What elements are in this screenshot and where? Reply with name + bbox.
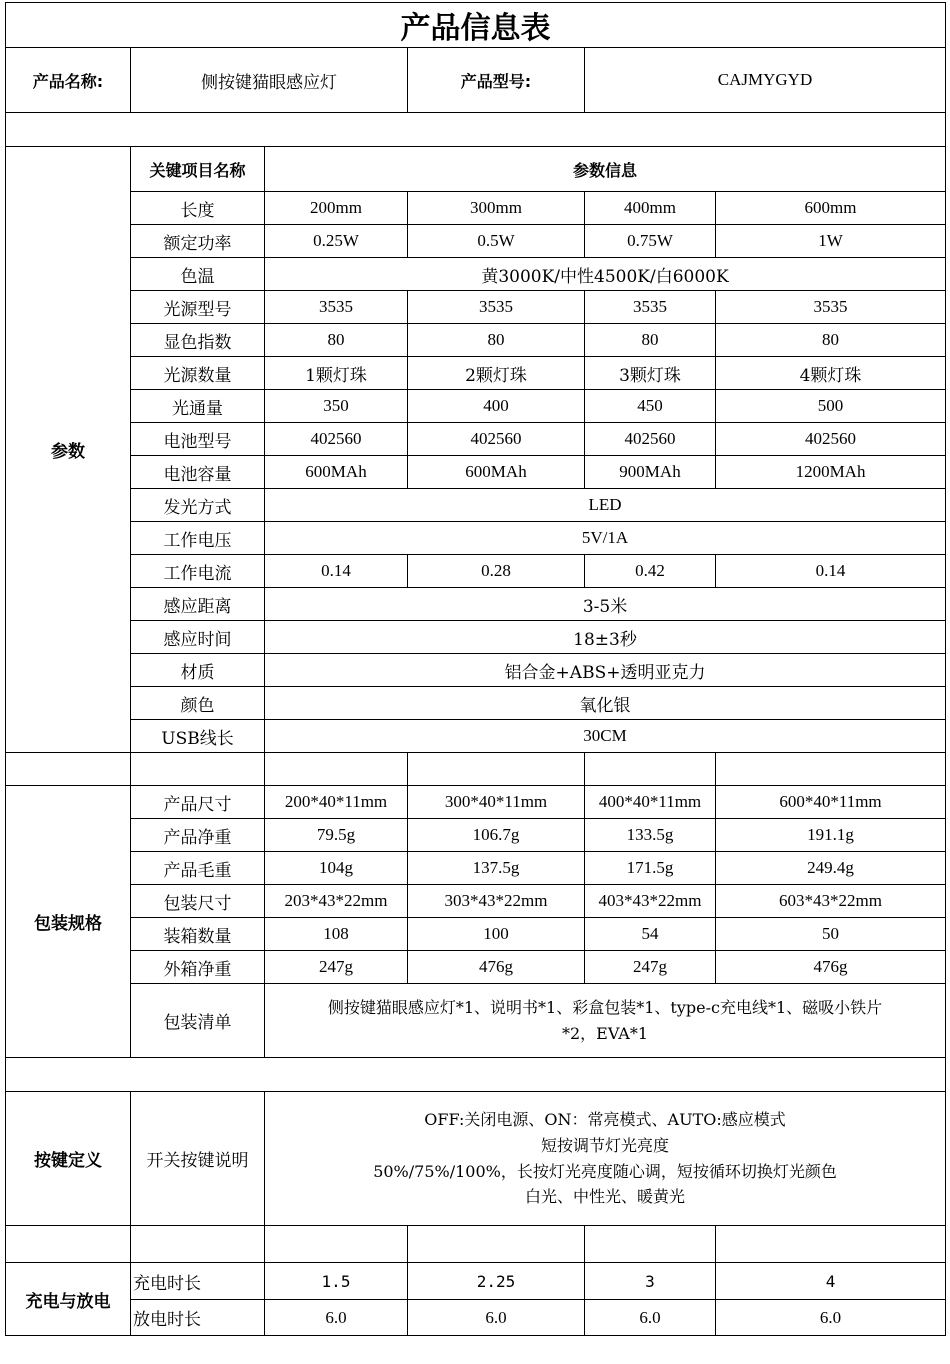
cell: 600*40*11mm (716, 786, 946, 819)
row-label: 外箱净重 (131, 951, 265, 984)
table-row (6, 819, 946, 852)
cell: 200*40*11mm (265, 786, 408, 819)
cell: 0.14 (716, 555, 946, 588)
cell: 476g (408, 951, 585, 984)
cell: 氧化银 (265, 687, 946, 720)
table-title: 产品信息表 (6, 3, 946, 48)
row-label: 电池容量 (131, 456, 265, 489)
table-row (6, 555, 946, 588)
cell: 0.42 (585, 555, 716, 588)
spacer-row (6, 1058, 946, 1092)
button-line: 50%/75%/100%，长按灯光亮度随心调，短按循环切换灯光颜色 (373, 1161, 837, 1181)
cell: 3535 (716, 291, 946, 324)
cell: 1200MAh (716, 456, 946, 489)
cell: 3535 (408, 291, 585, 324)
table-row (6, 951, 946, 984)
table-row (6, 456, 946, 489)
cell: 1.5 (265, 1263, 408, 1300)
table-row (6, 1300, 946, 1336)
cell: 402560 (408, 423, 585, 456)
cell: 600MAh (408, 456, 585, 489)
section-params: 参数 (6, 147, 131, 753)
cell: 80 (265, 324, 408, 357)
cell: 3535 (585, 291, 716, 324)
table-row (6, 192, 946, 225)
cell: 191.1g (716, 819, 946, 852)
cell: 249.4g (716, 852, 946, 885)
cell: 100 (408, 918, 585, 951)
product-info-table (5, 2, 946, 1336)
cell: 3 (585, 1263, 716, 1300)
cell: 6.0 (716, 1300, 946, 1336)
table-row (6, 423, 946, 456)
row-label: 放电时长 (131, 1300, 265, 1336)
row-label: 光通量 (131, 390, 265, 423)
packing-list-line: 侧按键猫眼感应灯*1、说明书*1、彩盒包装*1、type-c充电线*1、磁吸小铁片 (327, 997, 883, 1017)
cell: 80 (716, 324, 946, 357)
table-row (6, 984, 946, 1058)
row-label: 感应时间 (131, 621, 265, 654)
row-label: 感应距离 (131, 588, 265, 621)
row-label: 颜色 (131, 687, 265, 720)
table-row (6, 885, 946, 918)
table-row (6, 489, 946, 522)
table-row (6, 258, 946, 291)
cell: 247g (585, 951, 716, 984)
cell: 0.5W (408, 225, 585, 258)
cell: 200mm (265, 192, 408, 225)
cell: 104g (265, 852, 408, 885)
cell: 500 (716, 390, 946, 423)
cell: 0.14 (265, 555, 408, 588)
spacer-row (6, 113, 946, 147)
section-buttons: 按键定义 (6, 1092, 131, 1226)
cell: 黄3000K/中性4500K/白6000K (265, 258, 946, 291)
cell: 54 (585, 918, 716, 951)
cell: 3-5米 (265, 588, 946, 621)
row-label: 工作电压 (131, 522, 265, 555)
cell: 4 (716, 1263, 946, 1300)
cell: 203*43*22mm (265, 885, 408, 918)
row-label: 长度 (131, 192, 265, 225)
cell: 600MAh (265, 456, 408, 489)
cell: 106.7g (408, 819, 585, 852)
cell: 402560 (265, 423, 408, 456)
cell: 603*43*22mm (716, 885, 946, 918)
button-line: 白光、中性光、暖黄光 (525, 1187, 686, 1207)
cell: 1W (716, 225, 946, 258)
cell: 50 (716, 918, 946, 951)
row-label: 产品净重 (131, 819, 265, 852)
row-label: 电池型号 (131, 423, 265, 456)
cell: 400mm (585, 192, 716, 225)
cell: 1颗灯珠 (265, 357, 408, 390)
col-key-header: 关键项目名称 (131, 147, 265, 192)
row-label: 显色指数 (131, 324, 265, 357)
row-label: 产品尺寸 (131, 786, 265, 819)
cell: 80 (408, 324, 585, 357)
row-label: 装箱数量 (131, 918, 265, 951)
table-row (6, 225, 946, 258)
table-row (6, 1092, 946, 1226)
button-line: OFF:关闭电源、ON：常亮模式、AUTO:感应模式 (424, 1110, 786, 1130)
row-label: USB线长 (131, 720, 265, 753)
cell: 80 (585, 324, 716, 357)
product-model-label: 产品型号: (408, 48, 585, 113)
row-label: 色温 (131, 258, 265, 291)
cell: 0.25W (265, 225, 408, 258)
table-row (6, 291, 946, 324)
row-label: 发光方式 (131, 489, 265, 522)
cell: 137.5g (408, 852, 585, 885)
cell: 2.25 (408, 1263, 585, 1300)
table-row (6, 621, 946, 654)
table-row (6, 1263, 946, 1300)
packing-list-line: *2，EVA*1 (561, 1023, 649, 1043)
row-label: 充电时长 (131, 1263, 265, 1300)
cell: 133.5g (585, 819, 716, 852)
spacer-row (6, 753, 946, 786)
cell: 0.28 (408, 555, 585, 588)
cell: 403*43*22mm (585, 885, 716, 918)
button-line: 短按调节灯光亮度 (541, 1135, 670, 1155)
cell: 400 (408, 390, 585, 423)
cell: 402560 (716, 423, 946, 456)
cell: 0.75W (585, 225, 716, 258)
table-row (6, 588, 946, 621)
table-row (6, 720, 946, 753)
cell: 247g (265, 951, 408, 984)
table-row (6, 852, 946, 885)
table-row (6, 654, 946, 687)
row-label: 光源数量 (131, 357, 265, 390)
cell: 402560 (585, 423, 716, 456)
cell: 108 (265, 918, 408, 951)
table-row (6, 324, 946, 357)
cell: 2颗灯珠 (408, 357, 585, 390)
row-label: 包装清单 (131, 984, 265, 1058)
table-row (6, 390, 946, 423)
cell: 900MAh (585, 456, 716, 489)
cell: 6.0 (265, 1300, 408, 1336)
row-label: 额定功率 (131, 225, 265, 258)
table-row (6, 687, 946, 720)
table-row (6, 786, 946, 819)
col-info-header: 参数信息 (265, 147, 946, 192)
table-row (6, 522, 946, 555)
cell: 350 (265, 390, 408, 423)
product-name-label: 产品名称: (6, 48, 131, 113)
cell: 5V/1A (265, 522, 946, 555)
table-row (6, 357, 946, 390)
row-label: 开关按键说明 (131, 1092, 265, 1226)
cell: 450 (585, 390, 716, 423)
cell: 303*43*22mm (408, 885, 585, 918)
cell: 30CM (265, 720, 946, 753)
packing-list-cell (265, 984, 946, 1058)
cell: 171.5g (585, 852, 716, 885)
product-name-value: 侧按键猫眼感应灯 (131, 48, 408, 113)
section-charging: 充电与放电 (6, 1263, 131, 1336)
product-model-value: CAJMYGYD (585, 48, 946, 113)
cell: 3颗灯珠 (585, 357, 716, 390)
section-packaging: 包装规格 (6, 786, 131, 1058)
cell: 18±3秒 (265, 621, 946, 654)
cell: 300*40*11mm (408, 786, 585, 819)
row-label: 材质 (131, 654, 265, 687)
table-row (6, 918, 946, 951)
cell: 3535 (265, 291, 408, 324)
cell: 400*40*11mm (585, 786, 716, 819)
cell: 300mm (408, 192, 585, 225)
cell: 600mm (716, 192, 946, 225)
row-label: 工作电流 (131, 555, 265, 588)
cell: 6.0 (585, 1300, 716, 1336)
cell: 6.0 (408, 1300, 585, 1336)
cell: LED (265, 489, 946, 522)
button-description-cell (265, 1092, 946, 1226)
row-label: 产品毛重 (131, 852, 265, 885)
row-label: 包装尺寸 (131, 885, 265, 918)
cell: 铝合金+ABS+透明亚克力 (265, 654, 946, 687)
row-label: 光源型号 (131, 291, 265, 324)
cell: 79.5g (265, 819, 408, 852)
cell: 4颗灯珠 (716, 357, 946, 390)
cell: 476g (716, 951, 946, 984)
spacer-row (6, 1226, 946, 1263)
